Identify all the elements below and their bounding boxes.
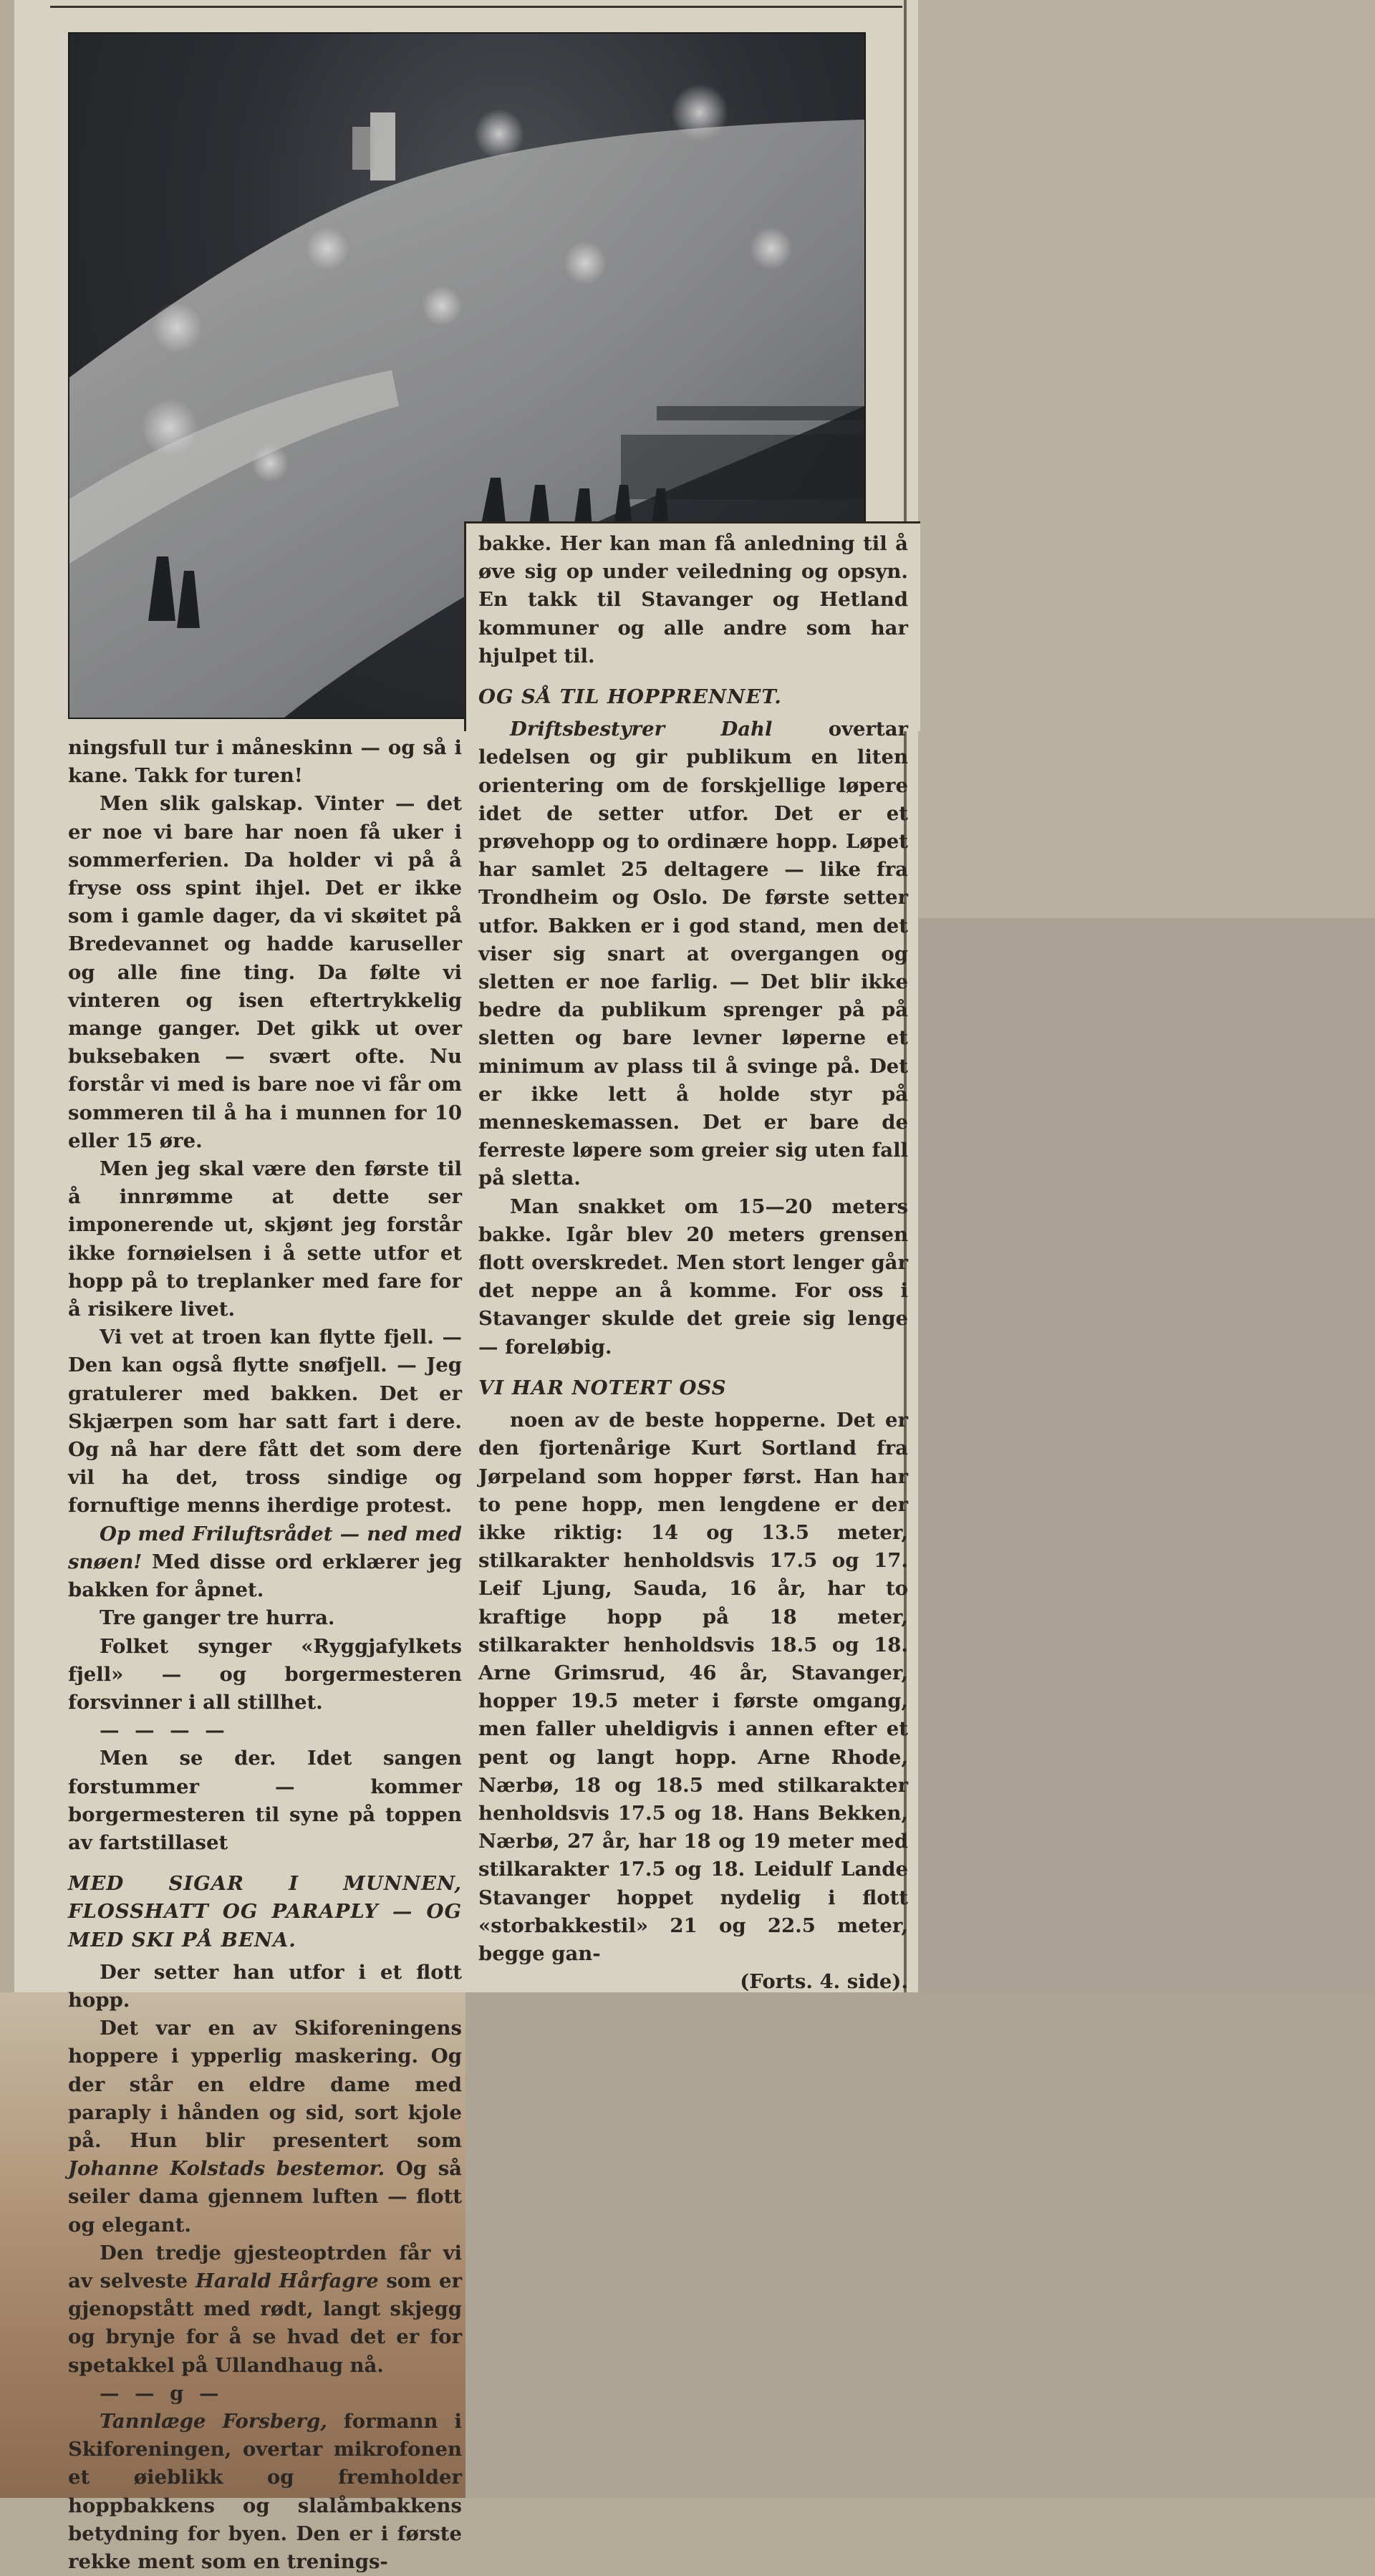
paragraph <box>478 715 908 1192</box>
article-column-right <box>478 530 908 1996</box>
text: formann i Skiforeningen, overtar mikrofonen et øieblikk og fremholder hoppbakkens og slalåmbakkens betydning for byen. Den er i første rekke ment som en trenings- <box>68 2409 462 2573</box>
paragraph: noen av de beste hopperne. Det er den fjortenårige Kurt Sortland fra Jørpeland som hopper først. Han har to pene hopp, men lengdene er der ikke riktig: 14 og 13.5 meter, stilkarakter henholdsvis 17.5 og 17. Leif Ljung, Sauda, 16 år, har to kraftige hopp på 18 meter, stilkarakter henholdsvis 18.5 og 18. Arne Grimsrud, 46 år, Stavanger, hopper 19.5 meter i første omgang, men faller uheldigvis i annen efter et pent og langt hopp. Arne Rhode, Nærbø, 18 og 18.5 med stilkarakter henholdsvis 17.5 og 18. Hans Bekken, Nærbø, 27 år, har 18 og 19 meter med stilkarakter 17.5 og 18. Leidulf Lande Stavanger hoppet nydelig i flott «storbakkestil» 21 og 22.5 meter, begge gan- <box>478 1409 908 1965</box>
text: Den tredje gjesteoptrden får vi av selveste <box>68 2241 462 2292</box>
text: Og så seiler dama gjennem luften — flott og elegant. <box>68 2157 462 2237</box>
paragraph: bakke. Her kan man få anledning til å øve sig op under veiledning og opsyn. En takk til Stavanger og Hetland kommuner og alle andre som har hjulpet til. <box>478 532 908 667</box>
text: overtar ledelsen og gir publikum en liten orientering om de forskjellige løpere idet de setter utfor. Det er et prøvehopp og to ordinære hopp. Løpet har samlet 25 deltagere — like fra Trondheim og Oslo. De første setter utfor. Bakken er i god stand, men det viser sig snart at overgangen og sletten er noe farlig. — Det blir ikke bedre da publikum sprenger på på sletten og bare levner løperne et minimum av plass til å svinge på. Det er ikke lett å holde styr på menneskemassen. Det er bare de ferreste løpere som greier sig uten fall på sletta. <box>478 718 909 1190</box>
italic-text: Driftsbestyrer Dahl <box>510 718 773 741</box>
section-heading: MED SIGAR I MUNNEN, FLOSSHATT OG PARAPLY — OG MED SKI PÅ BENA. <box>68 1872 462 1952</box>
paragraph: Tre ganger tre hurra. <box>100 1606 335 1630</box>
paragraph <box>68 2239 462 2380</box>
section-heading: VI HAR NOTERT OSS <box>478 1376 727 1399</box>
separator: — — — — <box>100 1719 229 1742</box>
italic-text: Harald Hårfagre <box>195 2269 379 2292</box>
paragraph: ningsfull tur i måneskinn — og så i kane. Takk for turen! <box>68 736 462 788</box>
background-bottom <box>465 1992 1375 2498</box>
background-mid-right <box>918 918 1375 1992</box>
text: Det var en av Skiforeningens hoppere i ypperlig maskering. Og der står en eldre dame med paraply i hånden og sid, sort kjole på. Hun blir presentert som <box>68 2017 462 2152</box>
paragraph <box>68 2015 462 2239</box>
paragraph: Vi vet at troen kan flytte fjell. — Den kan også flytte snøfjell. — Jeg gratulerer med bakken. Det er Skjærpen som har satt fart i dere. Og nå har dere fått det som dere vil ha det, tross sindige og fornuftige menns iherdige protest. <box>68 1326 462 1518</box>
italic-text: Tannlæge Forsberg, <box>100 2409 327 2433</box>
paragraph: Man snakket om 15—20 meters bakke. Igår blev 20 meters grensen flott overskredet. Men stort lenger går det neppe an å komme. For oss i Stavanger skulde det greie sig lenge — foreløbig. <box>478 1195 908 1359</box>
text: Med disse ord erklærer jeg bakken for åpnet. <box>68 1550 462 1602</box>
separator: — — g — <box>100 2381 223 2405</box>
paragraph: Folket synger «Ryggjafylkets fjell» — og borgermesteren forsvinner i all stillhet. <box>68 1634 462 1714</box>
paragraph: Der setter han utfor i et flott hopp. <box>68 1960 462 2012</box>
paragraph <box>68 1520 462 1605</box>
section-heading: OG SÅ TIL HOPPRENNET. <box>478 685 782 709</box>
italic-text: Johanne Kolstads bestemor. <box>68 2157 385 2181</box>
background-top-right <box>918 0 1375 918</box>
continued-note: (Forts. 4. side). <box>740 1970 908 1994</box>
italic-text: Op med Friluftsrådet — ned med snøen! <box>68 1522 462 1573</box>
paragraph: Men slik galskap. Vinter — det er noe vi bare har noen få uker i sommerferien. Da holder vi på å fryse oss spint ihjel. Det er ikke som i gamle dager, da vi skøitet på Bredevannet og hadde karuseller og alle fine ting. Da følte vi vinteren og isen eftertrykkelig mange ganger. Det gikk ut over buksebaken — svært ofte. Nu forstår vi med is bare noe vi får om sommeren til å ha i munnen for 10 eller 15 øre. <box>68 792 462 1152</box>
article-column-left <box>68 734 462 2576</box>
paragraph: Men jeg skal være den første til å innrømme at dette ser imponerende ut, skjønt jeg forstår ikke fornøielsen i å sette utfor et hopp på to treplanker med fare for å risikere livet. <box>68 1157 462 1321</box>
paragraph <box>68 2408 462 2576</box>
top-rule <box>50 0 902 8</box>
paragraph: Men se der. Idet sangen forstummer — kommer borgermesteren til syne på toppen av fartstillaset <box>68 1747 462 1854</box>
text: som er gjenopstått med rødt, langt skjegg og brynje for å se hvad det er for spetakkel på Ullandhaug nå. <box>68 2269 462 2377</box>
